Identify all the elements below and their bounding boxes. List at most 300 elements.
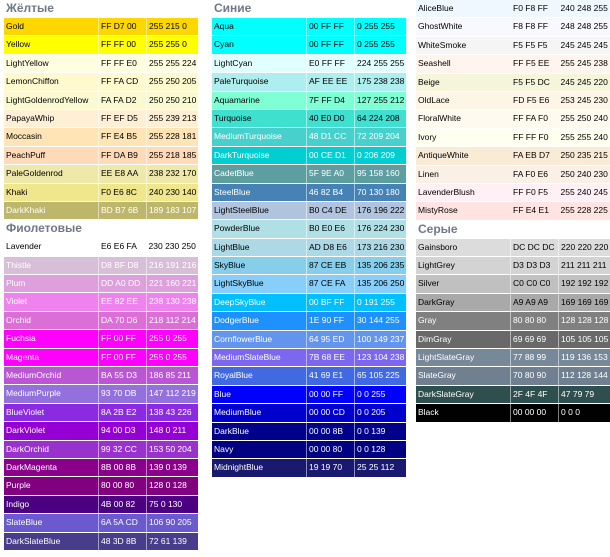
color-name: Black bbox=[418, 407, 439, 418]
color-hex-value: 48 3D 8B bbox=[98, 533, 146, 550]
color-hex-value: 94 00 D3 bbox=[98, 422, 146, 439]
color-name: Khaki bbox=[6, 186, 28, 197]
color-hex-value: F8 F8 FF bbox=[513, 21, 548, 32]
color-rgb-value: 255 228 181 bbox=[146, 128, 198, 145]
color-hex-value: FF FF 00 bbox=[98, 36, 146, 53]
color-name: Aqua bbox=[214, 21, 234, 31]
color-name: Ivory bbox=[418, 131, 437, 142]
color-hex-value: FA FA D2 bbox=[98, 92, 146, 109]
color-row bbox=[212, 294, 406, 311]
color-hex-value: 00 00 00 bbox=[510, 404, 558, 421]
color-hex-value: 00 00 FF bbox=[306, 386, 354, 403]
color-rgb-value: 139 0 139 bbox=[146, 459, 198, 476]
color-name: PowderBlue bbox=[214, 223, 260, 234]
color-rgb-value: 47 79 79 bbox=[558, 386, 610, 403]
color-hex-value: 2F 4F 4F bbox=[510, 386, 558, 403]
color-row bbox=[212, 36, 406, 53]
color-row bbox=[4, 514, 198, 531]
color-hex-value: 00 00 8B bbox=[306, 423, 354, 440]
color-row bbox=[212, 128, 406, 145]
color-row bbox=[4, 55, 198, 72]
color-name: SlateBlue bbox=[6, 517, 43, 528]
color-row bbox=[4, 257, 198, 274]
color-rgb-value: 218 112 214 bbox=[146, 312, 198, 329]
color-rgb-value: 211 211 211 bbox=[558, 257, 610, 274]
color-rgb-value: 119 136 153 bbox=[558, 349, 610, 366]
color-name: Violet bbox=[6, 296, 28, 307]
color-rgb-value: 255 218 185 bbox=[146, 147, 198, 164]
color-hex-value: 77 88 99 bbox=[510, 349, 558, 366]
color-rgb-value: 250 250 210 bbox=[146, 92, 198, 109]
color-name: Plum bbox=[6, 278, 26, 289]
color-rgb-value: 240 248 255 bbox=[560, 3, 608, 13]
color-hex-value: DD A0 DD bbox=[98, 275, 146, 292]
color-hex-value: 41 69 E1 bbox=[306, 367, 354, 384]
color-row bbox=[4, 330, 198, 347]
color-name: LavenderBlush bbox=[418, 186, 475, 197]
color-rgb-value: 175 238 238 bbox=[354, 73, 406, 90]
color-name: PapayaWhip bbox=[6, 112, 55, 123]
color-name: MediumSlateBlue bbox=[214, 352, 281, 363]
color-row bbox=[416, 147, 610, 164]
column-white-gray bbox=[416, 0, 610, 423]
color-name: Purple bbox=[6, 480, 31, 491]
color-row bbox=[4, 275, 198, 292]
color-name: Yellow bbox=[6, 39, 31, 50]
color-name: AntiqueWhite bbox=[418, 150, 469, 161]
color-row bbox=[212, 239, 406, 256]
color-rgb-value: 255 255 224 bbox=[146, 55, 198, 72]
color-rgb-value: 0 255 255 bbox=[354, 18, 406, 35]
color-row bbox=[212, 404, 406, 421]
color-name: Moccasin bbox=[6, 131, 42, 142]
color-hex-value: 87 CE EB bbox=[306, 257, 354, 274]
column-blue bbox=[212, 0, 406, 478]
color-name: RoyalBlue bbox=[214, 370, 253, 381]
color-name: Seashell bbox=[418, 58, 451, 69]
color-name: LightSlateGray bbox=[418, 352, 475, 363]
color-rgb-value: 0 0 128 bbox=[354, 441, 406, 458]
color-hex-value: 1E 90 FF bbox=[306, 312, 354, 329]
color-rgb-value: 0 0 205 bbox=[354, 404, 406, 421]
color-rgb-value: 105 105 105 bbox=[558, 331, 610, 348]
color-name: Magenta bbox=[6, 351, 40, 362]
color-rgb-value: 0 0 139 bbox=[354, 423, 406, 440]
color-row bbox=[212, 110, 406, 127]
color-hex-value: 7F FF D4 bbox=[306, 92, 354, 109]
color-hex-value: 40 E0 D0 bbox=[306, 110, 354, 127]
color-name: LightSkyBlue bbox=[214, 278, 264, 289]
color-rgb-value: 189 183 107 bbox=[146, 202, 198, 219]
color-name: Fuchsia bbox=[6, 333, 36, 344]
color-hex-value: 48 D1 CC bbox=[306, 128, 354, 145]
color-rgb-value: 128 128 128 bbox=[558, 312, 610, 329]
color-hex-value: 80 00 80 bbox=[98, 477, 146, 494]
color-name: Silver bbox=[418, 278, 440, 289]
color-rgb-value: 238 232 170 bbox=[146, 165, 198, 182]
color-rgb-value: 176 196 222 bbox=[354, 202, 406, 219]
color-name: DarkSlateGray bbox=[418, 388, 474, 399]
color-hex-value: EE 82 EE bbox=[98, 293, 146, 310]
color-name: LightYellow bbox=[6, 57, 49, 68]
color-row bbox=[4, 533, 198, 550]
color-row bbox=[212, 423, 406, 440]
color-hex-value: FF DA B9 bbox=[98, 147, 146, 164]
color-row bbox=[4, 422, 198, 439]
color-rgb-value: 255 0 255 bbox=[146, 349, 198, 366]
color-name: LightBlue bbox=[214, 241, 250, 252]
color-rgb-value: 245 245 220 bbox=[560, 76, 608, 87]
color-name: OldLace bbox=[418, 94, 450, 105]
color-row bbox=[212, 220, 406, 237]
color-rgb-value: 135 206 235 bbox=[354, 257, 406, 274]
color-hex-value: 80 80 80 bbox=[510, 312, 558, 329]
color-hex-value: FF D7 00 bbox=[98, 18, 146, 35]
color-hex-value: FA EB D7 bbox=[513, 150, 550, 161]
color-row bbox=[4, 459, 198, 476]
color-rgb-value: 153 50 204 bbox=[146, 441, 198, 458]
color-rgb-value: 148 0 211 bbox=[146, 422, 198, 439]
color-rgb-value: 248 248 255 bbox=[560, 21, 608, 32]
color-rgb-value: 0 0 255 bbox=[354, 386, 406, 403]
color-rgb-value: 186 85 211 bbox=[146, 367, 198, 384]
color-hex-value: 8A 2B E2 bbox=[98, 404, 146, 421]
color-name: Cyan bbox=[214, 39, 234, 50]
color-row bbox=[4, 238, 198, 255]
color-name: DarkOrchid bbox=[6, 443, 49, 454]
color-rgb-value: 255 255 240 bbox=[560, 131, 608, 142]
color-row bbox=[212, 275, 406, 292]
color-hex-value: 00 00 CD bbox=[306, 404, 354, 421]
color-row bbox=[4, 385, 198, 402]
color-hex-value: C0 C0 C0 bbox=[510, 275, 558, 292]
color-hex-value: EE E8 AA bbox=[98, 165, 146, 182]
color-rgb-value: 135 206 250 bbox=[354, 275, 406, 292]
color-hex-value: FF E4 B5 bbox=[98, 128, 146, 145]
color-row bbox=[212, 367, 406, 384]
color-rgb-value: 253 245 230 bbox=[560, 94, 608, 105]
color-rgb-value: 173 216 230 bbox=[354, 239, 406, 256]
color-hex-value: FA F0 E6 bbox=[513, 168, 548, 179]
color-hex-value: DC DC DC bbox=[510, 239, 558, 256]
color-rgb-value: 147 112 219 bbox=[146, 385, 198, 402]
color-row bbox=[212, 92, 406, 109]
color-row bbox=[416, 312, 610, 329]
color-row bbox=[212, 18, 406, 35]
color-hex-value: 69 69 69 bbox=[510, 331, 558, 348]
color-row bbox=[4, 496, 198, 513]
color-row bbox=[4, 477, 198, 494]
color-row bbox=[212, 73, 406, 90]
color-rgb-value: 112 128 144 bbox=[558, 367, 610, 384]
color-name: DarkKhaki bbox=[6, 204, 46, 215]
color-name: LightGoldenrodYellow bbox=[6, 94, 89, 105]
color-row bbox=[212, 312, 406, 329]
color-row bbox=[416, 386, 610, 403]
color-row bbox=[212, 55, 406, 72]
color-rgb-value: 250 240 230 bbox=[560, 168, 608, 179]
section-heading: Жёлтые bbox=[6, 1, 54, 15]
color-name: LemonChiffon bbox=[6, 76, 59, 87]
color-hex-value: FF EF D5 bbox=[98, 110, 146, 127]
color-rgb-value: 255 250 205 bbox=[146, 73, 198, 90]
color-row bbox=[416, 404, 610, 421]
color-hex-value: FF FA F0 bbox=[513, 113, 548, 124]
color-name: Thistle bbox=[6, 259, 32, 270]
color-rgb-value: 250 235 215 bbox=[560, 150, 608, 161]
color-name: DodgerBlue bbox=[214, 315, 259, 326]
color-row bbox=[416, 257, 610, 274]
color-row bbox=[4, 92, 198, 109]
color-name: Gainsboro bbox=[418, 241, 458, 252]
color-name: DarkSlateBlue bbox=[6, 535, 61, 546]
color-row bbox=[4, 349, 198, 366]
color-row bbox=[212, 147, 406, 164]
color-hex-value: FF 00 FF bbox=[98, 349, 146, 366]
color-rgb-value: 65 105 225 bbox=[354, 367, 406, 384]
color-name: Blue bbox=[214, 388, 232, 399]
color-row bbox=[4, 404, 198, 421]
color-hex-value: FF FA CD bbox=[98, 73, 146, 90]
color-name: DarkTurquoise bbox=[214, 149, 270, 160]
color-row bbox=[4, 18, 198, 35]
color-name: SlateGray bbox=[418, 370, 456, 381]
section-heading: Серые bbox=[418, 221, 458, 236]
color-row bbox=[416, 0, 610, 17]
color-name: MediumBlue bbox=[214, 407, 262, 418]
color-row bbox=[416, 92, 610, 109]
color-hex-value: B0 C4 DE bbox=[306, 202, 354, 219]
color-hex-value: AD D8 E6 bbox=[306, 239, 354, 256]
color-row bbox=[212, 257, 406, 274]
color-name: BlueViolet bbox=[6, 406, 45, 417]
color-rgb-value: 245 245 245 bbox=[560, 39, 608, 50]
color-row bbox=[416, 18, 610, 35]
color-rgb-value: 138 43 226 bbox=[146, 404, 198, 421]
color-name: MidnightBlue bbox=[214, 462, 264, 473]
color-row bbox=[4, 184, 198, 201]
color-hex-value: B0 E0 E6 bbox=[306, 220, 354, 237]
color-name: WhiteSmoke bbox=[418, 39, 467, 50]
color-row bbox=[416, 55, 610, 72]
color-row bbox=[416, 110, 610, 127]
color-row bbox=[212, 349, 406, 366]
color-name: Navy bbox=[214, 443, 234, 454]
color-hex-value: FF F0 F5 bbox=[513, 186, 548, 197]
color-row bbox=[4, 293, 198, 310]
color-hex-value: 64 95 ED bbox=[306, 331, 354, 348]
color-hex-value: 5F 9E A0 bbox=[306, 165, 354, 182]
color-hex-value: 00 BF FF bbox=[306, 294, 354, 311]
color-name: CornflowerBlue bbox=[214, 333, 273, 344]
color-name: Indigo bbox=[6, 498, 30, 509]
color-name: Lavender bbox=[6, 241, 42, 252]
color-hex-value: FF FF E0 bbox=[98, 55, 146, 72]
color-name: FloralWhite bbox=[418, 113, 461, 124]
color-row bbox=[416, 129, 610, 146]
color-row bbox=[4, 202, 198, 219]
color-name: Turquoise bbox=[214, 112, 252, 123]
color-hex-value: 99 32 CC bbox=[98, 441, 146, 458]
color-hex-value: 87 CE FA bbox=[306, 275, 354, 292]
color-section bbox=[416, 0, 610, 220]
color-rgb-value: 64 224 208 bbox=[354, 110, 406, 127]
color-row bbox=[416, 166, 610, 183]
color-rgb-value: 0 191 255 bbox=[354, 294, 406, 311]
color-hex-value: BA 55 D3 bbox=[98, 367, 146, 384]
color-rgb-value: 0 255 255 bbox=[354, 36, 406, 53]
color-hex-value: 7B 68 EE bbox=[306, 349, 354, 366]
color-row bbox=[416, 331, 610, 348]
color-rgb-value: 255 250 240 bbox=[560, 113, 608, 124]
color-rgb-value: 75 0 130 bbox=[146, 496, 198, 513]
color-name: DimGray bbox=[418, 333, 452, 344]
color-name: Orchid bbox=[6, 314, 32, 325]
color-name: DarkMagenta bbox=[6, 461, 58, 472]
color-hex-value: 00 FF FF bbox=[306, 18, 354, 35]
color-hex-value: 19 19 70 bbox=[306, 459, 354, 476]
color-row bbox=[4, 128, 198, 145]
column-yellow-violet bbox=[4, 0, 198, 551]
color-rgb-value: 176 224 230 bbox=[354, 220, 406, 237]
color-hex-value: FD F5 E6 bbox=[513, 94, 550, 105]
color-rgb-value: 255 0 255 bbox=[146, 330, 198, 347]
color-rgb-value: 238 130 238 bbox=[146, 293, 198, 310]
color-row bbox=[4, 73, 198, 90]
color-row bbox=[4, 165, 198, 182]
color-hex-value: 00 FF FF bbox=[306, 36, 354, 53]
color-name: PaleTurquoise bbox=[214, 76, 269, 87]
color-row bbox=[416, 367, 610, 384]
color-row bbox=[4, 367, 198, 384]
color-name: AliceBlue bbox=[418, 3, 454, 13]
color-hex-value: 46 82 B4 bbox=[306, 184, 354, 201]
color-rgb-value: 230 230 250 bbox=[148, 241, 196, 252]
color-rgb-value: 221 160 221 bbox=[146, 275, 198, 292]
color-rgb-value: 72 209 204 bbox=[354, 128, 406, 145]
color-name: MediumPurple bbox=[6, 388, 61, 399]
color-name: MediumOrchid bbox=[6, 370, 62, 381]
color-section bbox=[416, 221, 610, 422]
color-row bbox=[4, 36, 198, 53]
section-heading: Фиолетовые bbox=[6, 221, 82, 236]
color-hex-value: FF 00 FF bbox=[98, 330, 146, 347]
color-hex-value: 8B 00 8B bbox=[98, 459, 146, 476]
color-hex-value: FF E4 E1 bbox=[513, 205, 549, 216]
color-name: Linen bbox=[418, 168, 439, 179]
color-rgb-value: 255 239 213 bbox=[146, 110, 198, 127]
color-hex-value: 6A 5A CD bbox=[98, 514, 146, 531]
color-rgb-value: 255 215 0 bbox=[146, 18, 198, 35]
color-name: LightGrey bbox=[418, 260, 455, 271]
color-rgb-value: 0 0 0 bbox=[558, 404, 610, 421]
color-row bbox=[416, 184, 610, 201]
color-hex-value: D8 BF D8 bbox=[98, 257, 146, 274]
color-hex-value: 00 00 80 bbox=[306, 441, 354, 458]
color-hex-value: E0 FF FF bbox=[306, 55, 354, 72]
color-row bbox=[212, 386, 406, 403]
color-rgb-value: 128 0 128 bbox=[146, 477, 198, 494]
color-hex-value: F0 F8 FF bbox=[513, 3, 548, 13]
color-rgb-value: 70 130 180 bbox=[354, 184, 406, 201]
color-hex-value: F5 F5 F5 bbox=[513, 39, 548, 50]
color-name: DeepSkyBlue bbox=[214, 296, 266, 307]
color-row bbox=[212, 331, 406, 348]
color-rgb-value: 106 90 205 bbox=[146, 514, 198, 531]
color-name: MistyRose bbox=[418, 205, 458, 216]
color-name: Beige bbox=[418, 76, 440, 87]
color-name: DarkViolet bbox=[6, 425, 46, 436]
color-name: Gray bbox=[418, 315, 437, 326]
color-name: Aquamarine bbox=[214, 94, 260, 105]
color-section bbox=[212, 0, 406, 477]
color-row bbox=[212, 202, 406, 219]
color-hex-value: 4B 00 82 bbox=[98, 496, 146, 513]
color-rgb-value: 255 240 245 bbox=[560, 186, 608, 197]
color-row bbox=[416, 275, 610, 292]
color-row bbox=[4, 110, 198, 127]
color-rgb-value: 240 230 140 bbox=[146, 184, 198, 201]
color-hex-value: F5 F5 DC bbox=[513, 76, 550, 87]
color-row bbox=[416, 37, 610, 54]
color-row bbox=[212, 184, 406, 201]
color-name: GhostWhite bbox=[418, 21, 463, 32]
color-rgb-value: 100 149 237 bbox=[354, 331, 406, 348]
color-hex-value: F0 E6 8C bbox=[98, 184, 146, 201]
color-hex-value: FF FF F0 bbox=[513, 131, 549, 142]
color-rgb-value: 169 169 169 bbox=[558, 294, 610, 311]
color-row bbox=[212, 165, 406, 182]
color-rgb-value: 255 228 225 bbox=[560, 205, 608, 216]
color-name: SkyBlue bbox=[214, 260, 246, 271]
color-rgb-value: 30 144 255 bbox=[354, 312, 406, 329]
color-name: PaleGoldenrod bbox=[6, 168, 63, 179]
color-hex-value: 70 80 90 bbox=[510, 367, 558, 384]
color-rgb-value: 95 158 160 bbox=[354, 165, 406, 182]
color-row bbox=[416, 74, 610, 91]
color-name: DarkGray bbox=[418, 296, 455, 307]
color-row bbox=[4, 441, 198, 458]
color-hex-value: DA 70 D6 bbox=[98, 312, 146, 329]
color-hex-value: 00 CE D1 bbox=[306, 147, 354, 164]
color-row bbox=[212, 459, 406, 476]
color-hex-value: D3 D3 D3 bbox=[510, 257, 558, 274]
color-section bbox=[4, 0, 198, 219]
color-row bbox=[212, 441, 406, 458]
color-hex-value: BD B7 6B bbox=[98, 202, 146, 219]
color-rgb-value: 123 104 238 bbox=[354, 349, 406, 366]
color-rgb-value: 0 206 209 bbox=[354, 147, 406, 164]
color-rgb-value: 255 255 0 bbox=[146, 36, 198, 53]
color-section bbox=[4, 220, 198, 550]
color-name: SteelBlue bbox=[214, 186, 251, 197]
color-name: DarkBlue bbox=[214, 425, 249, 436]
color-row bbox=[4, 147, 198, 164]
color-name: PeachPuff bbox=[6, 149, 46, 160]
color-rgb-value: 192 192 192 bbox=[558, 275, 610, 292]
color-hex-value: A9 A9 A9 bbox=[510, 294, 558, 311]
color-rgb-value: 72 61 139 bbox=[146, 533, 198, 550]
color-name: MediumTurquoise bbox=[214, 131, 282, 142]
color-row bbox=[4, 312, 198, 329]
color-name: LightSteelBlue bbox=[214, 204, 269, 215]
color-hex-value: FF F5 EE bbox=[513, 58, 550, 69]
color-rgb-value: 216 191 216 bbox=[146, 257, 198, 274]
color-hex-value: AF EE EE bbox=[306, 73, 354, 90]
color-rgb-value: 220 220 220 bbox=[558, 239, 610, 256]
color-rgb-value: 255 245 238 bbox=[560, 58, 608, 69]
color-row bbox=[416, 349, 610, 366]
